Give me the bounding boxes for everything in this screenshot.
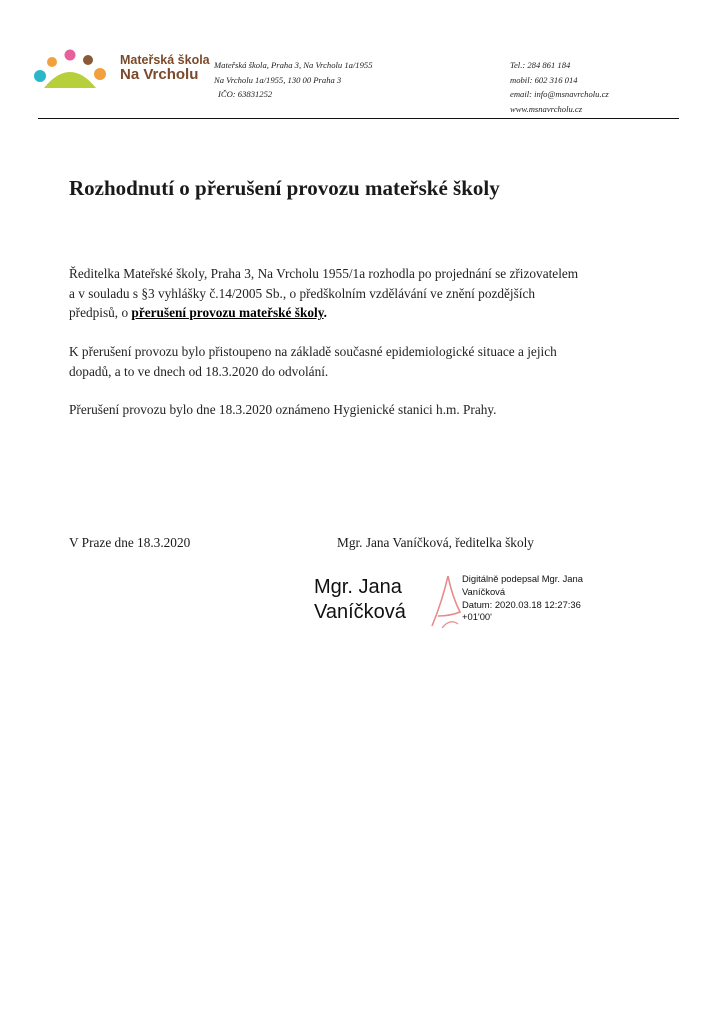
school-logo [30,46,220,94]
paragraph-reason [69,342,669,381]
address-line2: Na Vrcholu 1a/1955, 130 00 Praha 3 [214,74,342,85]
emphasized-decision: přerušení provozu mateřské školy [131,305,324,320]
digital-signature-name [314,575,406,625]
paragraph-decision-line1: Ředitelka Mateřské školy, Praha 3, Na Vrcholu 1955/1a rozhodla po projednání se zřizovatelem [69,266,579,281]
document-title: Rozhodnutí o přerušení provozu mateřské školy [69,176,500,200]
signer-name: Mgr. Jana Vaníčková, ředitelka školy [337,535,534,550]
paragraph-decision-line2: a v souladu s §3 vyhlášky č.14/2005 Sb., o předškolním vzdělávání ve znění pozdějších [69,285,536,301]
paragraph-notification: Přerušení provozu bylo dne 18.3.2020 oznámeno Hygienické stanici h.m. Prahy. [69,402,497,417]
address-ico: IČO: 63831252 [218,89,273,99]
school-address [214,58,373,102]
paragraph-reason-line2: dopadů, a to ve dnech od 18.3.2020 do odvolání. [69,363,329,379]
paragraph-decision [69,264,669,323]
signature-stroke [432,576,460,626]
logo-line2: Na Vrcholu [120,66,199,84]
line3-prefix: předpisů, o [69,305,132,320]
logo-orange-dot-right [94,68,106,80]
logo-teal-dot [34,70,46,82]
signature-stroke-small [442,622,458,628]
paragraph-decision-line3 [69,303,669,323]
contact-tel: Tel.: 284 861 184 [510,60,571,70]
contact-mobile: mobil: 602 316 014 [510,74,578,85]
signature-info-line3: Datum: 2020.03.18 12:27:36 [462,598,581,610]
logo-hill-shape [44,72,96,88]
logo-line1: Mateřská škola [120,53,210,67]
contact-web[interactable]: www.msnavrcholu.cz [510,103,583,114]
logo-text [120,54,210,83]
place-and-date: V Praze dne 18.3.2020 [69,535,191,550]
signature-mark-icon [428,572,464,630]
contact-email[interactable]: email: info@msnavrcholu.cz [510,89,609,99]
logo-brown-dot [83,55,93,65]
digital-signature-info [462,573,583,624]
signature-name-line2: Vaníčková [314,601,406,623]
school-contact [510,58,609,116]
logo-pink-dot [65,50,76,61]
signature-info-line2: Vaníčková [462,585,506,597]
signature-name-line1: Mgr. Jana [314,576,402,598]
logo-graphic [30,46,114,94]
logo-orange-dot [47,57,57,67]
signature-info-line4: +01'00' [462,611,492,623]
paragraph-reason-line1: K přerušení provozu bylo přistoupeno na základě současné epidemiologické situace a jejich [69,344,557,359]
line3-suffix: . [323,305,327,320]
address-line1: Mateřská škola, Praha 3, Na Vrcholu 1a/1955 [214,60,373,70]
header-divider [38,118,679,119]
signature-info-line1: Digitálně podepsal Mgr. Jana [462,573,583,584]
